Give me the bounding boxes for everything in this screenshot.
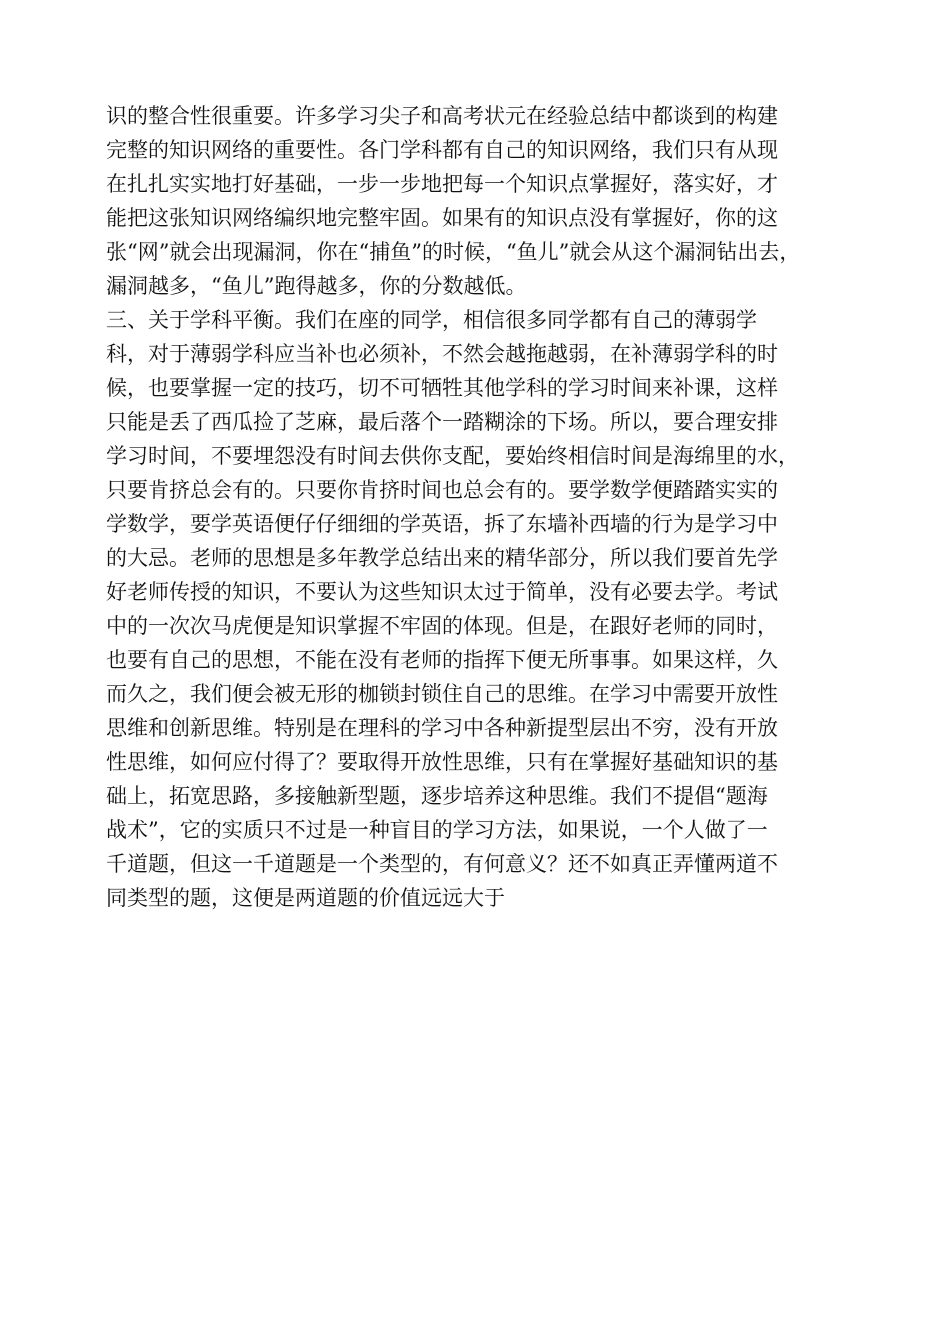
text-line: 在扎扎实实地打好基础，一步一步地把每一个知识点掌握好，落实好，才 [106, 172, 778, 196]
text-line: 的大忌。老师的思想是多年教学总结出来的精华部分，所以我们要首先学 [106, 546, 778, 570]
text-line: 能把这张知识网络编织地完整牢固。如果有的知识点没有掌握好，你的这 [106, 206, 778, 230]
text-line: 同类型的题，这便是两道题的价值远远大于 [106, 886, 505, 910]
text-line: 张“网”就会出现漏洞，你在“捕鱼”的时候，“鱼儿”就会从这个漏洞钻出去， [106, 240, 801, 264]
text-line: 也要有自己的思想，不能在没有老师的指挥下便无所事事。如果这样，久 [106, 648, 778, 672]
text-line: 性思维，如何应付得了？要取得开放性思维，只有在掌握好基础知识的基 [106, 750, 778, 774]
text-line: 中的一次次马虎便是知识掌握不牢固的体现。但是，在跟好老师的同时， [106, 614, 778, 638]
text-line: 只要肯挤总会有的。只要你肯挤时间也总会有的。要学数学便踏踏实实的 [106, 478, 778, 502]
text-line: 千道题，但这一千道题是一个类型的，有何意义？还不如真正弄懂两道不 [106, 852, 778, 876]
text-line: 战术”，它的实质只不过是一种盲目的学习方法，如果说，一个人做了一 [106, 818, 768, 842]
text-line: 漏洞越多，“鱼儿”跑得越多，你的分数越低。 [106, 274, 527, 298]
text-line: 完整的知识网络的重要性。各门学科都有自己的知识网络，我们只有从现 [106, 138, 778, 162]
text-line: 学习时间，不要埋怨没有时间去供你支配，要始终相信时间是海绵里的水， [106, 444, 799, 468]
text-line: 只能是丢了西瓜捡了芝麻，最后落个一踏糊涂的下场。所以，要合理安排 [106, 410, 778, 434]
text-line: 学数学，要学英语便仔仔细细的学英语，拆了东墙补西墙的行为是学习中 [106, 512, 778, 536]
text-line: 识的整合性很重要。许多学习尖子和高考状元在经验总结中都谈到的构建 [106, 104, 778, 128]
text-line: 思维和创新思维。特别是在理科的学习中各种新提型层出不穷，没有开放 [106, 716, 778, 740]
text-line: 好老师传授的知识，不要认为这些知识太过于简单，没有必要去学。考试 [106, 580, 778, 604]
text-line: 而久之，我们便会被无形的枷锁封锁住自己的思维。在学习中需要开放性 [106, 682, 778, 706]
text-line: 三、关于学科平衡。我们在座的同学，相信很多同学都有自己的薄弱学 [106, 308, 757, 332]
text-line: 科，对于薄弱学科应当补也必须补，不然会越拖越弱，在补薄弱学科的时 [106, 342, 778, 366]
body-text [106, 99, 866, 915]
text-line: 础上，拓宽思路，多接触新型题，逐步培养这种思维。我们不提倡“题海 [106, 784, 768, 808]
text-line: 候，也要掌握一定的技巧，切不可牺牲其他学科的学习时间来补课，这样 [106, 376, 778, 400]
